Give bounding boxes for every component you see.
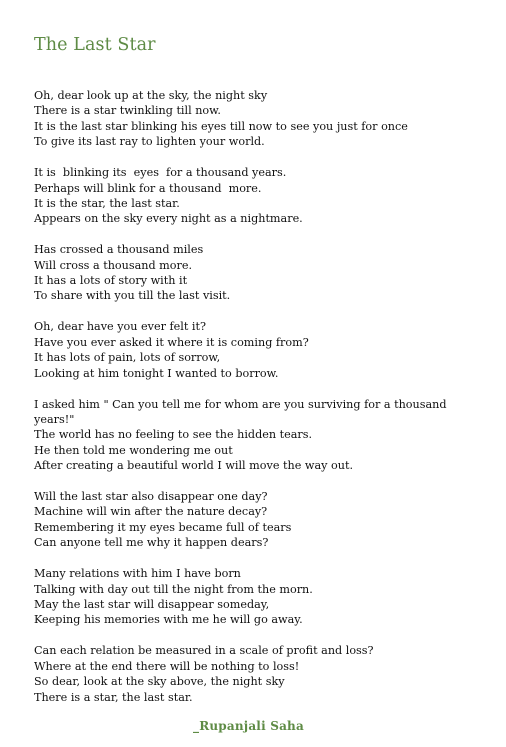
poem-line: So dear, look at the sky above, the night sky [34,675,285,689]
poem-line: I asked him " Can you tell me for whom are you surviving for a thousand [34,397,447,411]
poem-line: To give its last ray to lighten your world. [34,135,265,149]
poem-line: It is the star, the last star. [34,196,180,210]
poem-line: Has crossed a thousand miles [34,243,204,257]
poem-line: Oh, dear have you ever felt it? [34,320,206,334]
poem-line: Looking at him tonight I wanted to borrow. [34,366,279,380]
poem-line: Appears on the sky every night as a nightmare. [34,212,303,226]
stanza [34,242,486,304]
poem-line: Have you ever asked it where it is coming from? [34,335,309,349]
poem-line: Where at the end there will be nothing to loss! [34,659,300,673]
poem-line: Will cross a thousand more. [34,258,193,272]
stanza [34,566,486,628]
poem-line: May the last star will disappear someday, [34,597,270,611]
stanza [34,397,486,474]
poem-line: Keeping his memories with me he will go away. [34,613,303,627]
poem-line: There is a star, the last star. [34,690,193,704]
poem-line: Machine will win after the nature decay? [34,505,268,519]
poem-line: Can each relation be measured in a scale of profit and loss? [34,644,374,658]
stanza [34,489,486,551]
poem-line: Oh, dear look up at the sky, the night sky [34,89,268,102]
poem-line: Remembering it my eyes became full of tears [34,520,292,534]
stanza [34,165,486,227]
poem-line: After creating a beautiful world I will move the way out. [34,459,354,473]
poem-line: There is a star twinkling till now. [34,104,221,118]
poem-line: Can anyone tell me why it happen dears? [34,536,269,550]
stanza [34,643,486,705]
poem-line: It is blinking its eyes for a thousand years. [34,166,287,180]
author-signature: _Rupanjali Saha [193,719,304,733]
poem-line: Talking with day out till the night from the morn. [34,582,313,596]
poem-line: He then told me wondering me out [34,443,233,457]
poem-line: To share with you till the last visit. [34,289,231,303]
stanza [34,319,486,381]
poem-line: Perhaps will blink for a thousand more. [34,181,262,195]
poem-line: It is the last star blinking his eyes till now to see you just for once [34,119,408,133]
poem-line: Will the last star also disappear one day? [34,490,268,504]
poem-line: It has a lots of story with it [34,274,188,288]
poem-line: It has lots of pain, lots of sorrow, [34,351,221,365]
poem-body [34,88,486,705]
stanza [34,88,486,150]
poem-line: years!" [34,412,75,426]
poem-title: The Last Star [34,35,156,55]
poem-line: Many relations with him I have born [34,567,241,581]
poem-line: The world has no feeling to see the hidden tears. [34,428,313,442]
